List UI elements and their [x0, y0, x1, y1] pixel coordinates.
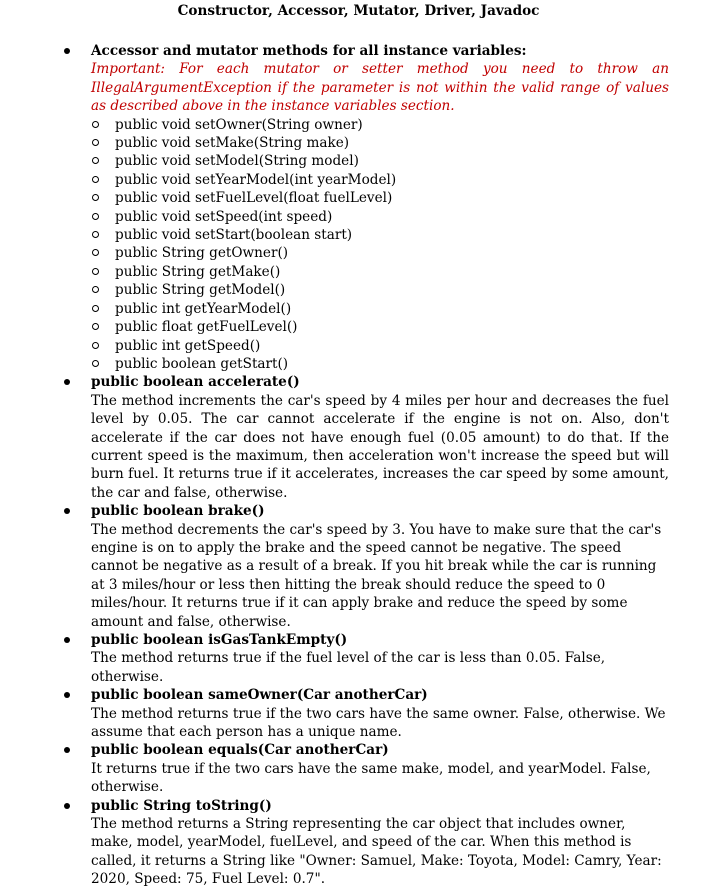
bullet-icon [64, 637, 70, 643]
section-heading: public boolean accelerate() [91, 374, 300, 391]
section-description: The method returns a String representing the car object that includes owner, make, model, yearModel, fuelLevel, and speed of the car. When this method is called, it returns a String like "Owner: Samuel, Make: Toyota, Model: Camry, Year: 2020, Speed: 75, Fuel Level: 0.7". [91, 816, 662, 888]
section-heading: public boolean brake() [91, 503, 265, 520]
section-is-gas-tank-empty [0, 631, 717, 686]
circle-bullet-icon [92, 121, 99, 128]
section-heading: public boolean isGasTankEmpty() [91, 632, 348, 648]
important-note: Important: For each mutator or setter method you need to throw an IllegalArgumentException if the parameter is not within the valid range of values as described above in the instance variables section. [91, 61, 669, 115]
circle-bullet-icon [92, 323, 99, 330]
method-item: public String getOwner() [91, 244, 669, 262]
section-description: The method increments the car's speed by 4 miles per hour and decreases the fuel level by 0.05. The car cannot accelerate if the engine is not on. Also, don't accelerate if the car does not have enough fuel (0.05 amount) to do that. If the current speed is the maximum, then acceleration won't increase the speed but will burn fuel. It returns true if it accelerates, increases the car speed by some amount, the car and false, otherwise. [91, 392, 669, 501]
method-item: public String getModel() [91, 281, 669, 299]
method-item: public void setMake(String make) [91, 134, 669, 152]
bullet-icon [64, 48, 70, 54]
circle-bullet-icon [92, 157, 99, 164]
method-item: public void setModel(String model) [91, 152, 669, 170]
section-brake [0, 502, 717, 631]
section-accelerate [0, 373, 717, 502]
method-list [91, 116, 669, 374]
method-item: public void setStart(boolean start) [91, 226, 669, 244]
section-to-string [0, 797, 717, 889]
circle-bullet-icon [92, 286, 99, 293]
bullet-icon [64, 747, 70, 753]
circle-bullet-icon [92, 360, 99, 367]
method-item: public void setSpeed(int speed) [91, 208, 669, 226]
section-heading: public boolean sameOwner(Car anotherCar) [91, 687, 428, 704]
circle-bullet-icon [92, 176, 99, 183]
method-item: public void setOwner(String owner) [91, 116, 669, 134]
page-title: Constructor, Accessor, Mutator, Driver, Javadoc [177, 3, 540, 19]
section-heading: public boolean equals(Car anotherCar) [91, 742, 389, 759]
document-body [0, 42, 717, 889]
circle-bullet-icon [92, 231, 99, 238]
section-description: The method returns true if the fuel level of the car is less than 0.05. False, otherwise. [91, 650, 606, 685]
circle-bullet-icon [92, 249, 99, 256]
method-item: public boolean getStart() [91, 355, 669, 373]
section-same-owner [0, 686, 717, 741]
method-item: public int getYearModel() [91, 300, 669, 318]
bullet-icon [64, 692, 70, 698]
bullet-icon [64, 508, 70, 514]
method-item: public String getMake() [91, 263, 669, 281]
circle-bullet-icon [92, 268, 99, 275]
circle-bullet-icon [92, 139, 99, 146]
section-description: The method returns true if the two cars have the same owner. False, otherwise. We assume that each person has a unique name. [91, 705, 666, 741]
method-item: public float getFuelLevel() [91, 318, 669, 336]
section-equals [0, 741, 717, 796]
circle-bullet-icon [92, 305, 99, 312]
circle-bullet-icon [92, 342, 99, 349]
section-accessors-mutators [0, 42, 717, 373]
section-heading: Accessor and mutator methods for all instance variables: [91, 43, 527, 59]
section-description: It returns true if the two cars have the same make, model, and yearModel. False, otherwise. [91, 760, 651, 796]
method-item: public void setYearModel(int yearModel) [91, 171, 669, 189]
circle-bullet-icon [92, 194, 99, 201]
bullet-icon [64, 379, 70, 385]
method-item: public void setFuelLevel(float fuelLevel) [91, 189, 669, 207]
method-item: public int getSpeed() [91, 337, 669, 355]
section-heading: public String toString() [91, 797, 272, 814]
circle-bullet-icon [92, 213, 99, 220]
section-description: The method decrements the car's speed by 3. You have to make sure that the car's engine is on to apply the brake and the speed cannot be negative. The speed cannot be negative as a result of a break. If you hit break while the car is running at 3 miles/hour or less then hitting the break should reduce the speed to 0 miles/hour. It returns true if it can apply brake and reduce the speed by some amount and false, otherwise. [91, 521, 662, 630]
